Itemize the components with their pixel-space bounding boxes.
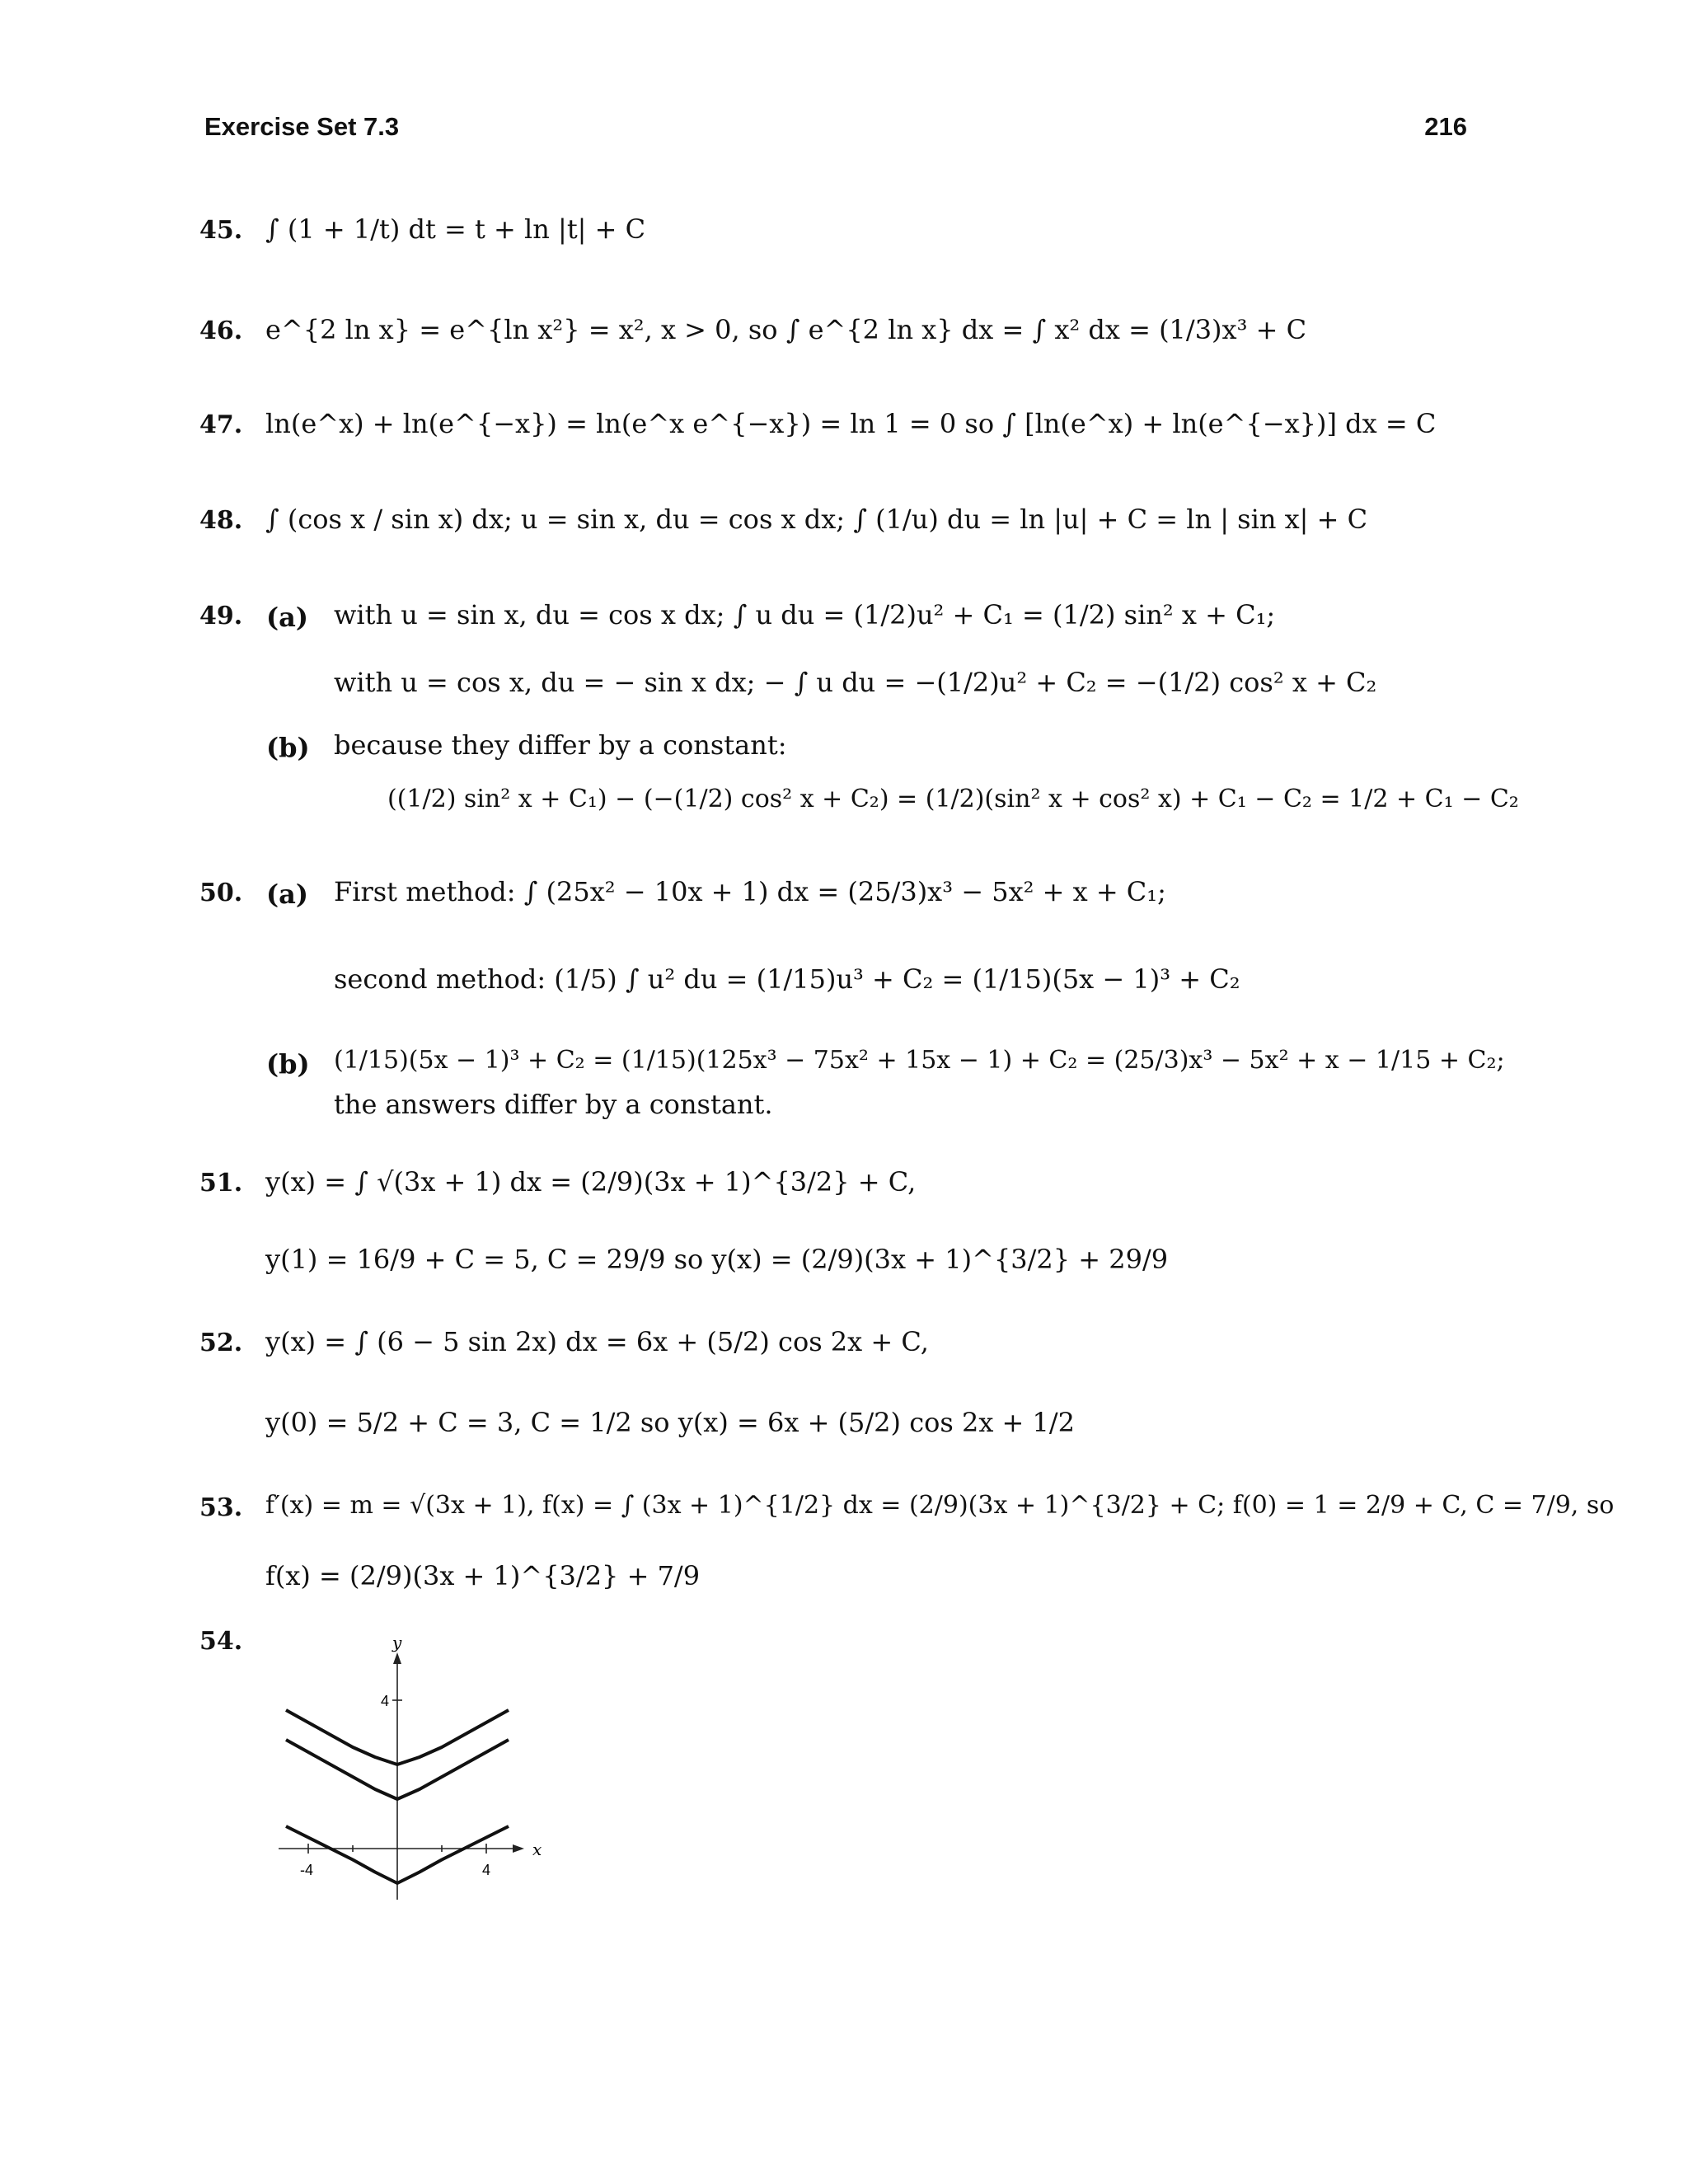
x-axis-arrow xyxy=(513,1844,524,1853)
solution-49b-line2: ((1/2) sin² x + C₁) − (−(1/2) cos² x + C₂) = (1/2)(sin² x + cos² x) + C₁ − C₂ = 1/2 + C₁ − C₂ xyxy=(387,785,1519,813)
solution-49a-line1: with u = sin x, du = cos x dx; ∫ u du = (1/2)u² + C₁ = (1/2) sin² x + C₁; xyxy=(334,599,1276,630)
solution-49b-line1: because they differ by a constant: xyxy=(334,729,787,761)
solution-50a-line1: First method: ∫ (25x² − 10x + 1) dx = (25/3)x³ − 5x² + x + C₁; xyxy=(334,876,1166,907)
y-tick-label-4: 4 xyxy=(381,1693,390,1709)
problem-number-47: 47. xyxy=(199,410,243,439)
x-tick-label-neg4: -4 xyxy=(300,1862,314,1878)
problem-number-50: 50. xyxy=(199,879,243,907)
problem-number-45: 45. xyxy=(199,216,243,245)
solution-47: ln(e^x) + ln(e^{−x}) = ln(e^x e^{−x}) = ln 1 = 0 so ∫ [ln(e^x) + ln(e^{−x})] dx = C xyxy=(265,408,1437,439)
solution-53-line1: f′(x) = m = √(3x + 1), f(x) = ∫ (3x + 1)^{1/2} dx = (2/9)(3x + 1)^{3/2} + C; f(0) = 1 = 2/9 + C, C = 7/9, so xyxy=(265,1491,1615,1520)
solution-50a-line2: second method: (1/5) ∫ u² du = (1/15)u³ + C₂ = (1/15)(5x − 1)³ + C₂ xyxy=(334,963,1240,995)
x-axis-label: x xyxy=(532,1840,542,1859)
y-axis-arrow xyxy=(393,1652,401,1664)
solution-51-line1: y(x) = ∫ √(3x + 1) dx = (2/9)(3x + 1)^{3/2} + C, xyxy=(265,1166,917,1197)
x-tick-label-pos4: 4 xyxy=(482,1862,491,1878)
solution-53-line2: f(x) = (2/9)(3x + 1)^{3/2} + 7/9 xyxy=(265,1560,701,1591)
problem-number-51: 51. xyxy=(199,1169,243,1197)
part-label-50b: (b) xyxy=(266,1048,310,1080)
problem-number-46: 46. xyxy=(199,316,243,345)
solution-49a-line2: with u = cos x, du = − sin x dx; − ∫ u du = −(1/2)u² + C₂ = −(1/2) cos² x + C₂ xyxy=(334,667,1377,698)
solution-50b-line2: the answers differ by a constant. xyxy=(334,1089,773,1120)
part-label-49a: (a) xyxy=(266,602,309,633)
solution-52-line2: y(0) = 5/2 + C = 3, C = 1/2 so y(x) = 6x + (5/2) cos 2x + 1/2 xyxy=(265,1407,1076,1438)
solution-48: ∫ (cos x / sin x) dx; u = sin x, du = cos x dx; ∫ (1/u) du = ln |u| + C = ln | sin x| + C xyxy=(265,504,1368,535)
solution-50b-line1: (1/15)(5x − 1)³ + C₂ = (1/15)(125x³ − 75x² + 15x − 1) + C₂ = (25/3)x³ − 5x² + x − 1/15 + C₂; xyxy=(334,1046,1505,1075)
page-number: 216 xyxy=(1424,112,1467,141)
y-axis-label: y xyxy=(392,1633,402,1652)
problem-number-53: 53. xyxy=(199,1493,243,1522)
problem-number-49: 49. xyxy=(199,602,243,630)
part-label-50a: (a) xyxy=(266,879,309,910)
problem-number-54: 54. xyxy=(199,1627,243,1656)
problem-number-48: 48. xyxy=(199,506,243,535)
solution-51-line2: y(1) = 16/9 + C = 5, C = 29/9 so y(x) = (2/9)(3x + 1)^{3/2} + 29/9 xyxy=(265,1244,1169,1275)
problem-number-52: 52. xyxy=(199,1329,243,1357)
part-label-49b: (b) xyxy=(266,732,310,763)
solution-52-line1: y(x) = ∫ (6 − 5 sin 2x) dx = 6x + (5/2) cos 2x + C, xyxy=(265,1326,929,1357)
solution-46: e^{2 ln x} = e^{ln x²} = x², x > 0, so ∫ e^{2 ln x} dx = ∫ x² dx = (1/3)x³ + C xyxy=(265,314,1307,345)
section-title: Exercise Set 7.3 xyxy=(204,112,400,141)
solution-45: ∫ (1 + 1/t) dt = t + ln |t| + C xyxy=(265,213,646,245)
